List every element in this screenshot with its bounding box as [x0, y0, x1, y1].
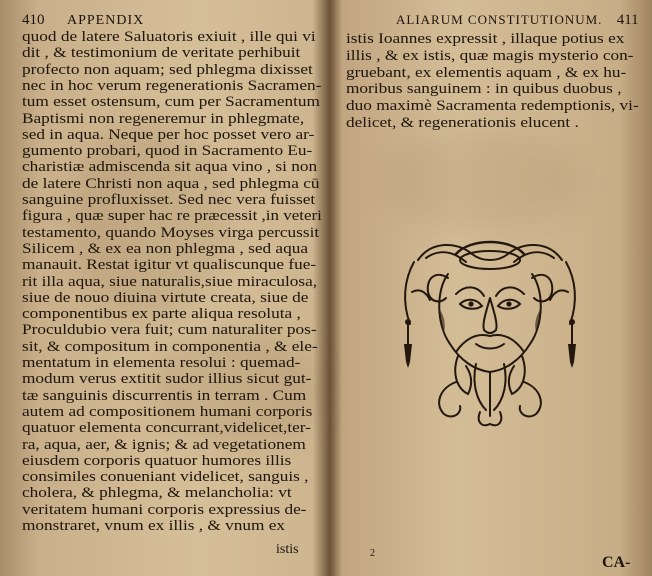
text-line: monstraret, vnum ex illis , & vnum ex	[22, 518, 286, 534]
text-line: autem ad compositionem humani corporis	[22, 403, 313, 420]
text-line: Silicem , & ex ea non phlegma , sed aqua	[22, 240, 308, 257]
signature-mark: 2	[370, 548, 375, 559]
text-line: cholera, & phlegma, & melancholia: vt	[22, 485, 292, 502]
text-line: modum verus extitit sudor illius sicut gut-	[22, 371, 312, 388]
text-line: istis Ioannes expressit , illaque potius ex	[346, 31, 625, 47]
text-line: de latere Christi non aqua , sed phlegma cū	[22, 175, 320, 192]
text-line: Baptismi non regeneremur in phlegmate,	[22, 110, 305, 127]
text-line: eiusdem corporis quatuor humores illis	[22, 452, 292, 469]
text-line: profecto non aquam; sed phlegma dixisset	[22, 61, 313, 78]
text-line: sanguine profluxisset. Sed nec vera fuisset	[22, 192, 316, 208]
text-line: charistiæ admiscenda sit aqua vino , si non	[22, 159, 318, 176]
right-running-head	[396, 12, 639, 29]
text-line: quatuor elementa concurrant,videlicet,ter-	[22, 420, 311, 437]
right-page	[334, 0, 652, 576]
text-line: sed in aqua. Neque per hoc posset vero ar-	[22, 126, 315, 143]
text-line: rit illa aqua, siue naturalis,siue miraculosa,	[22, 273, 318, 290]
text-line: tum esset ostensum, cum per Sacramentum	[22, 94, 320, 111]
text-line: sit, & compositum in componentia , & ele-	[22, 338, 318, 355]
text-line: nec in hoc verum regenerationis Sacramen-	[22, 77, 322, 94]
text-line: gruebant, ex elementis aquam , & ex hu-	[346, 64, 627, 81]
text-line: consimiles conueniant videlicet, sanguis ,	[22, 469, 309, 486]
text-line: ra, aqua, aer, & ignis; & ad vegetationem	[22, 436, 306, 453]
text-line: figura , quæ super hac re præcessit ,in veteri	[22, 208, 322, 225]
right-catchword: CA-	[602, 554, 631, 571]
text-line: illis , & ex istis, quæ magis mysterio con-	[346, 47, 634, 64]
text-line: veritatem humani corporis expressius de-	[22, 501, 307, 518]
text-line: mentatum in elementa resolui : quemad-	[22, 355, 301, 371]
left-running-head	[22, 12, 144, 29]
text-line: siue de nouo diuina virtute creata, siue de	[22, 289, 309, 306]
text-line: delicet, & regenerationis elucent .	[346, 115, 579, 131]
text-line: manauit. Restat igitur vt qualiscunque fue-	[22, 257, 317, 274]
right-page-number: 411	[616, 12, 639, 28]
text-line: componentibus ex parte aliqua resoluta ,	[22, 306, 301, 323]
text-line: gumento probari, quod in Sacramento Eu-	[22, 143, 313, 160]
text-line: duo maximè Sacramenta redemptionis, vi-	[346, 98, 639, 115]
left-head-title: APPENDIX	[67, 13, 145, 28]
text-line: testamento, quando Moyses virga percussit	[22, 224, 320, 241]
text-line: quod de latere Saluatoris exiuit , ille qui vi	[22, 29, 316, 45]
text-line: moribus sanguinem : in quibus duobus ,	[346, 81, 622, 98]
text-line: tæ sanguinis discurrentis in terram . Cum	[22, 387, 307, 404]
left-page-number: 410	[22, 12, 45, 28]
right-head-title: ALIARUM CONSTITUTIONUM.	[396, 12, 603, 27]
grotesque-mask-tailpiece-icon	[396, 232, 584, 430]
text-line: Proculdubio vera fuit; cum naturaliter pos-	[22, 322, 317, 339]
text-line: dit , & testimonium de veritate perhibuit	[22, 45, 301, 62]
left-catchword: istis	[276, 542, 299, 557]
